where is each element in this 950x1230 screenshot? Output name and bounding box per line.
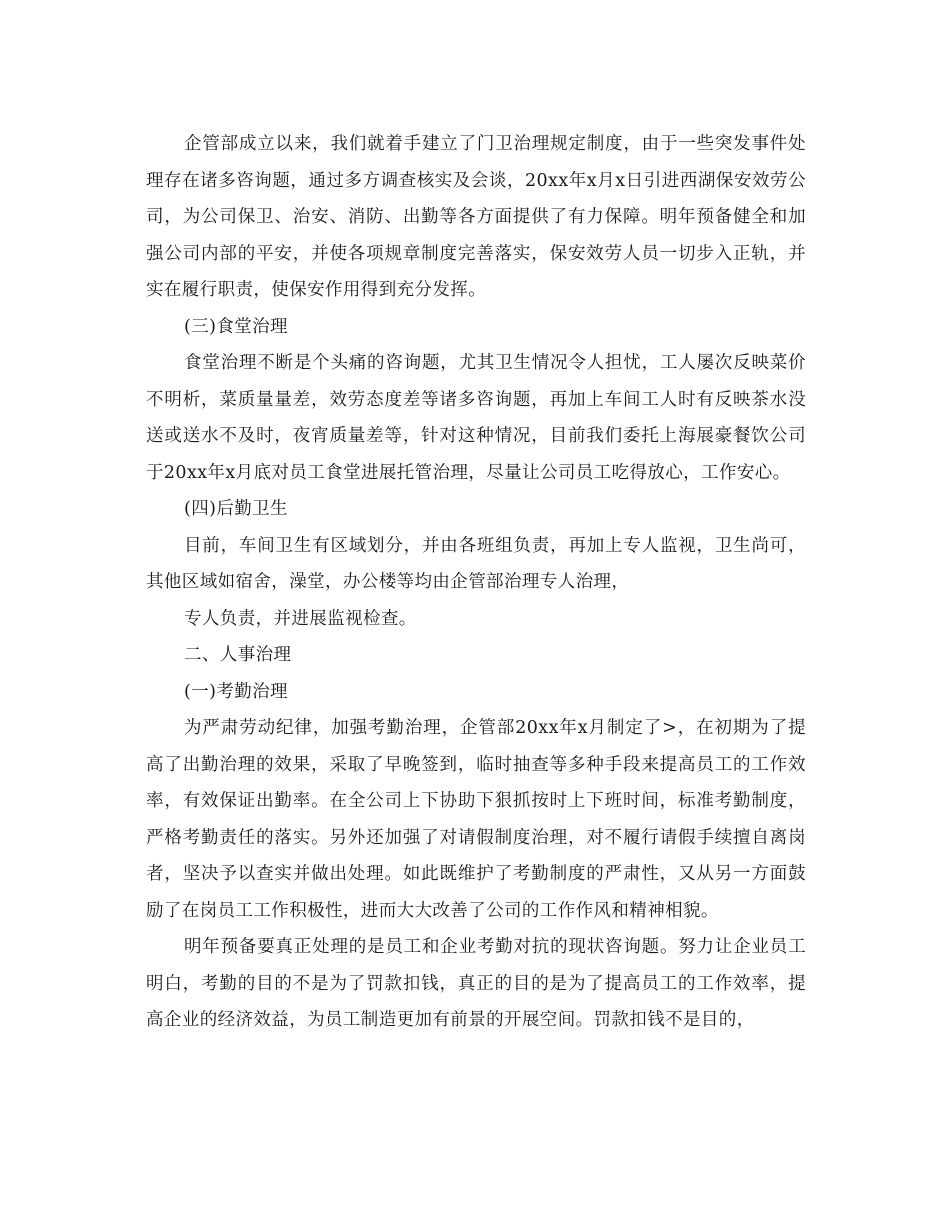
paragraph-canteen: 食堂治理不断是个头痛的咨询题，尤其卫生情况令人担忧，工人屡次反映菜价不明析，菜质量量差，效劳态度差等诸多咨询题，再加上车间工人时有反映茶水没送或送水不及时，夜宵质量差等，针对这种情况，目前我们委托上海展豪餐饮公司于20xx年x月底对员工食堂进展托管治理，尽量让公司员工吃得放心，工作安心。 [146,353,806,483]
paragraph-attendance-plan: 明年预备要真正处理的是员工和企业考勤对抗的现状咨询题。努力让企业员工明白，考勤的目的不是为了罚款扣钱，真正的目的是为了提高员工的工作效率，提高企业的经济效益，为员工制造更加有前景的开展空间。罚款扣钱不是目的， [146,937,806,1030]
heading-personnel-management: 二、人事治理 [184,645,292,665]
document-body [146,126,806,1039]
heading-attendance-management: (一)考勤治理 [184,681,288,702]
paragraph-attendance: 为严肃劳动纪律，加强考勤治理，企管部20xx年x月制定了>，在初期为了提高了出勤治理的效果，采取了早晚签到，临时抽查等多种手段来提高员工的工作效率，有效保证出勤率。在全公司上下协助下狠抓按时上下班时间，标准考勤制度，严格考勤责任的落实。另外还加强了对请假制度治理，对不履行请假手续擅自离岗者，坚决予以查实并做出处理。如此既维护了考勤制度的严肃性，又从另一方面鼓励了在岗员工工作积极性，进而大大改善了公司的工作作风和精神相貌。 [146,718,806,921]
paragraph-hygiene: 目前，车间卫生有区域划分，并由各班组负责，再加上专人监视，卫生尚可，其他区域如宿舍，澡堂，办公楼等均由企管部治理专人治理， [146,535,806,592]
heading-logistics-hygiene: (四)后勤卫生 [184,499,288,519]
paragraph-hygiene-continued: 专人负责，并进展监视检查。 [184,608,417,629]
paragraph-gate-security: 企管部成立以来，我们就着手建立了门卫治理规定制度，由于一些突发事件处理存在诸多咨询题，通过多方调查核实及会谈，20xx年x月x日引进西湖保安效劳公司，为公司保卫、治安、消防、出勤等各方面提供了有力保障。明年预备健全和加强公司内部的平安，并使各项规章制度完善落实，保安效劳人员一切步入正轨，并实在履行职责，使保安作用得到充分发挥。 [146,134,806,300]
heading-canteen-management: (三)食堂治理 [184,316,288,337]
